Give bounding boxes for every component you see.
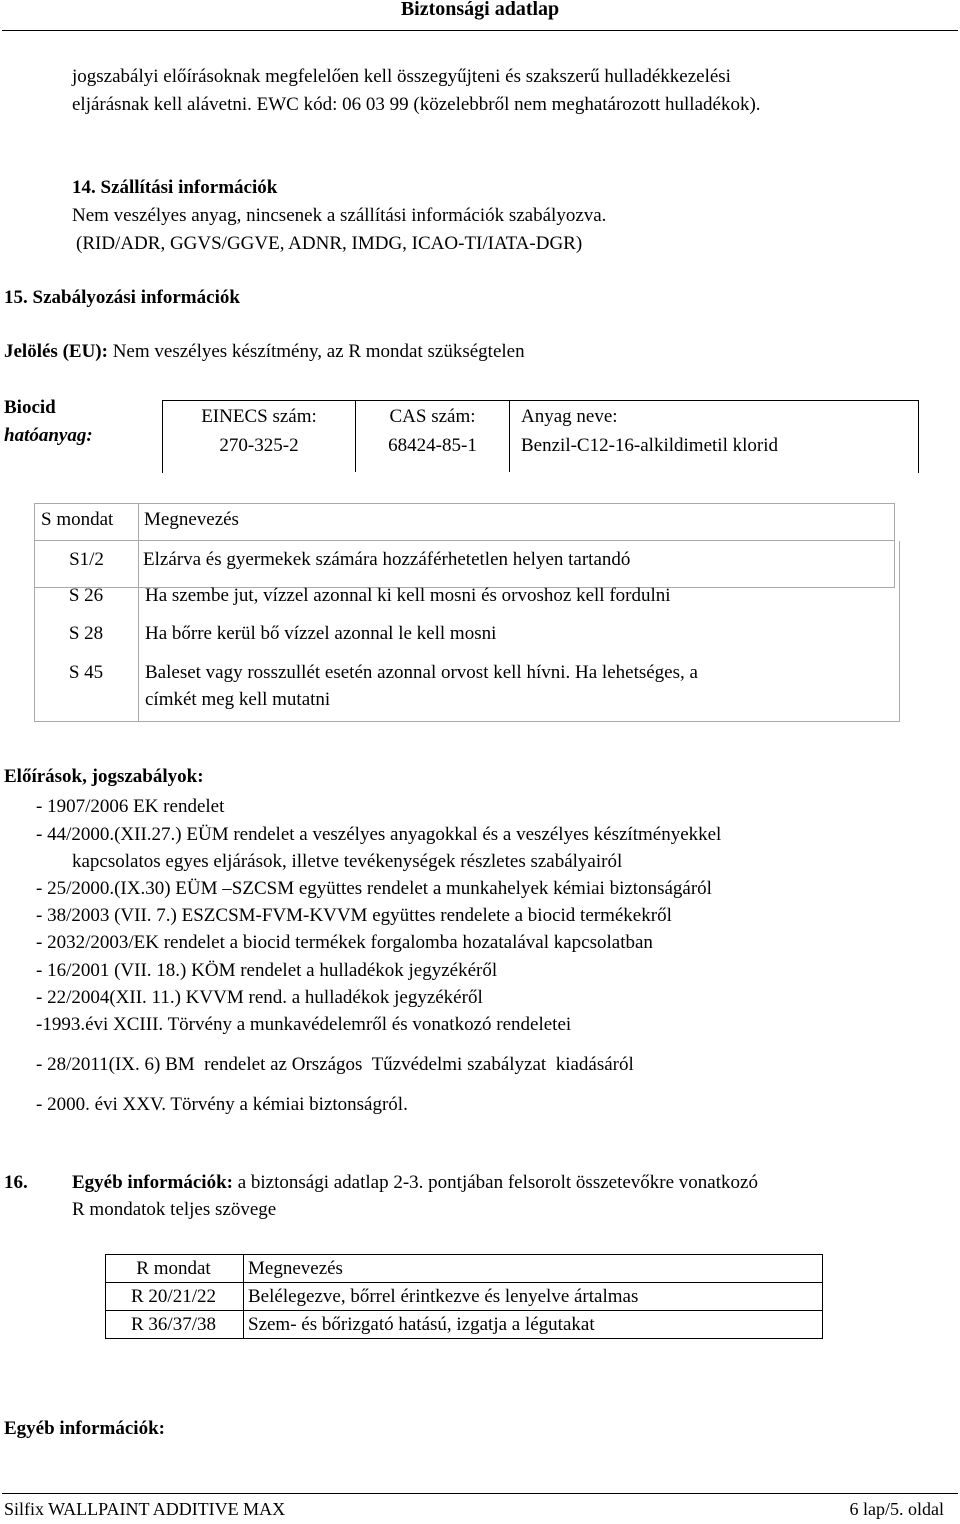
substance-name-label: Anyag neve: [521, 406, 618, 427]
section-16-line-2: R mondatok teljes szövege [72, 1199, 277, 1220]
substance-name-cell [521, 402, 778, 460]
biocid-label [4, 394, 93, 450]
regulation-item: -1993.évi XCIII. Törvény a munkavédelemről és vonatkozó rendeletei [36, 1014, 572, 1035]
s-code: S 45 [68, 662, 104, 683]
regulation-item-continued: kapcsolatos egyes eljárások, illetve tevékenységek részletes szabályairól [72, 851, 623, 872]
footer-page-number: 6 lap/5. oldal [849, 1499, 944, 1519]
other-info-title: Egyéb információk: [4, 1418, 165, 1439]
section-16-number: 16. [4, 1172, 28, 1193]
footer-product: Silfix WALLPAINT ADDITIVE MAX [4, 1499, 286, 1519]
s-text: Elzárva és gyermekek számára hozzáférhetetlen helyen tartandó [143, 549, 631, 570]
s-text: Baleset vagy rosszullét esetén azonnal orvost kell hívni. Ha lehetséges, a [145, 662, 698, 683]
substance-name-value: Benzil-C12-16-alkildimetil klorid [521, 435, 778, 456]
jeloles-label: Jelölés (EU): [4, 341, 108, 362]
einecs-value: 270-325-2 [219, 435, 299, 456]
einecs-cell [163, 402, 355, 460]
section-14-line-1: Nem veszélyes anyag, nincsenek a szállítási információk szabályozva. [72, 205, 607, 226]
table-header-cell: Megnevezés [139, 504, 895, 541]
einecs-label: EINECS szám: [201, 406, 317, 427]
regulation-item: - 1907/2006 EK rendelet [36, 796, 225, 817]
intro-line-1: jogszabályi előírásoknak megfelelően kell összegyűjteni és szakszerű hulladékkezelési [72, 66, 731, 87]
document-title: Biztonsági adatlap [400, 0, 560, 20]
section-16-line-1 [72, 1172, 758, 1194]
jeloles-text: Nem veszélyes készítmény, az R mondat szükségtelen [107, 341, 525, 362]
table-row [106, 1311, 823, 1339]
regulation-item: - 16/2001 (VII. 18.) KÖM rendelet a hulladékok jegyzékéről [36, 960, 498, 981]
s-code: S 26 [68, 585, 104, 606]
regulation-item: - 38/2003 (VII. 7.) ESZCSM-FVM-KVVM együttes rendelete a biocid termékekről [36, 905, 672, 926]
jeloles-line [4, 337, 525, 366]
s-text: Ha bőrre kerül bő vízzel azonnal le kell mosni [145, 623, 497, 644]
regulation-item: - 22/2004(XII. 11.) KVVM rend. a hulladékok jegyzékéről [36, 987, 483, 1008]
regulation-item: - 25/2000.(IX.30) EÜM –SZCSM együttes rendelet a munkahelyek kémiai biztonságáról [36, 878, 712, 899]
biocid-separator-2 [509, 400, 510, 472]
footer-divider [2, 1493, 958, 1494]
r-phrases-table [105, 1254, 823, 1339]
regulation-item: - 28/2011(IX. 6) BM rendelet az Országos Tűzvédelmi szabályzat kiadásáról [36, 1054, 634, 1075]
table-header-row [106, 1255, 823, 1283]
cas-value: 68424-85-1 [388, 435, 477, 456]
table-header-cell: S mondat [35, 504, 139, 541]
section-14-line-2: (RID/ADR, GGVS/GGVE, ADNR, IMDG, ICAO-TI/IATA-DGR) [76, 233, 583, 254]
table-row [106, 1283, 823, 1311]
s-code: S1/2 [35, 541, 139, 588]
section-16-title: Egyéb információk: [72, 1172, 233, 1193]
s-table-column-divider [138, 503, 139, 722]
table-header-row [35, 504, 895, 541]
biocid-label-line-2 [4, 422, 93, 450]
regulation-item: - 2000. évi XXV. Törvény a kémiai biztonságról. [36, 1094, 408, 1115]
biocid-label-line-1: Biocid [4, 397, 56, 418]
table-header-cell: Megnevezés [244, 1255, 823, 1283]
r-text: Szem- és bőrizgató hatású, izgatja a légutakat [244, 1311, 823, 1339]
regulation-item: - 2032/2003/EK rendelet a biocid termékek forgalomba hozatalával kapcsolatban [36, 932, 653, 953]
intro-line-2: eljárásnak kell alávetni. EWC kód: 06 03 99 (közelebbről nem meghatározott hulladékok). [72, 94, 761, 115]
r-code: R 20/21/22 [106, 1283, 244, 1311]
r-code: R 36/37/38 [106, 1311, 244, 1339]
section-14-title: 14. Szállítási információk [72, 177, 278, 198]
regulations-title: Előírások, jogszabályok: [4, 766, 204, 787]
regulation-item: - 44/2000.(XII.27.) EÜM rendelet a veszélyes anyagokkal és a veszélyes készítményekkel [36, 824, 722, 845]
r-text: Belélegezve, bőrrel érintkezve és lenyelve ártalmas [244, 1283, 823, 1311]
s-text-continued: címkét meg kell mutatni [145, 689, 331, 710]
table-header-cell: R mondat [106, 1255, 244, 1283]
biocid-label-italic: hatóanyag: [4, 425, 93, 446]
s-code: S 28 [68, 623, 104, 644]
header-divider [2, 30, 958, 31]
section-15-title: 15. Szabályozási információk [4, 287, 240, 308]
cas-label: CAS szám: [389, 406, 476, 427]
cas-cell [356, 402, 509, 460]
s-text: Ha szembe jut, vízzel azonnal ki kell mosni és orvoshoz kell fordulni [145, 585, 671, 606]
section-16-text: a biztonsági adatlap 2-3. pontjában felsorolt összetevőkre vonatkozó [232, 1172, 758, 1193]
